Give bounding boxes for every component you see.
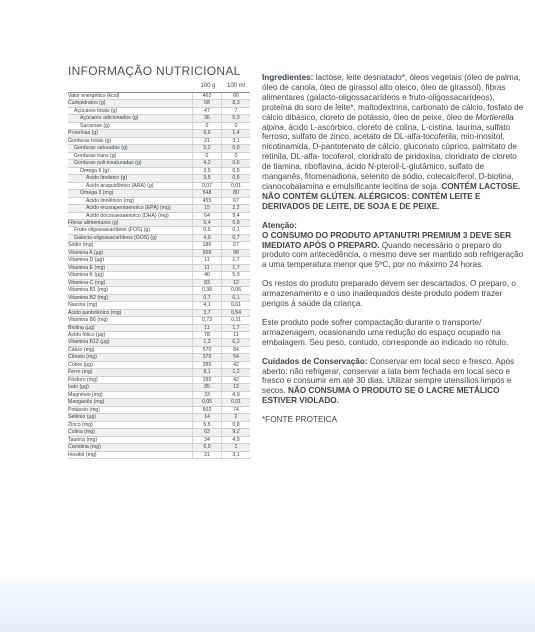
row-value-100g: 285: [192, 377, 221, 383]
row-label: Manganês (mg): [68, 399, 105, 406]
row-value-100ml: 12: [221, 280, 250, 286]
row-value-100g: 668: [192, 250, 221, 256]
row-label: Carnitina (mg): [68, 444, 101, 451]
row-label: Taurina (mg): [68, 436, 98, 443]
row-label: Potássio (mg): [68, 406, 100, 413]
row-value-100ml: 80: [221, 190, 250, 196]
row-value-100ml: 9,4: [221, 213, 250, 219]
row-label: Ômega 3 (mg): [80, 190, 114, 197]
row-value-100g: 78: [192, 332, 221, 338]
row-label: Inositol (mg): [68, 451, 97, 458]
row-value-100g: 4,9: [192, 235, 221, 241]
row-label: Sódio (mg): [68, 242, 94, 249]
row-label: Vitamina C (mg): [68, 279, 106, 286]
table-row: [68, 444, 250, 451]
table-row: [68, 153, 250, 160]
row-label: Vitamina B2 (mg): [68, 294, 108, 301]
row-value-100ml: 0,54: [221, 310, 250, 316]
row-value-100g: 5,5: [192, 422, 221, 428]
row-value-100g: 0,07: [192, 183, 221, 189]
table-row: [68, 123, 250, 130]
table-row: [68, 265, 250, 272]
ingredients-label: Ingredientes:: [262, 73, 314, 82]
row-value-100ml: 4,9: [221, 392, 250, 398]
row-value-100ml: 8,3: [221, 100, 250, 106]
row-value-100ml: 5,9: [221, 272, 250, 278]
row-value-100g: 3,5: [192, 168, 221, 174]
row-value-100ml: 98: [221, 250, 250, 256]
row-value-100ml: 42: [221, 377, 250, 383]
table-row: [68, 138, 250, 145]
row-value-100g: 11: [192, 325, 221, 331]
row-value-100ml: 0: [221, 153, 250, 159]
row-value-100g: 1,3: [192, 339, 221, 345]
row-value-100ml: 13: [221, 384, 250, 390]
row-label: Ômega 6 (g): [80, 167, 110, 174]
row-value-100g: 0: [192, 153, 221, 159]
table-row: [68, 280, 250, 287]
row-value-100ml: 0,6: [221, 160, 250, 166]
row-value-100ml: 3,1: [221, 452, 250, 458]
row-label: Gorduras poli-insaturadas (g): [74, 160, 142, 167]
row-value-100g: 5,2: [192, 145, 221, 151]
nutrition-title: INFORMAÇÃO NUTRICIONAL: [68, 64, 241, 78]
table-row: [68, 407, 250, 414]
table-row: [68, 295, 250, 302]
row-value-100ml: 0,5: [221, 175, 250, 181]
row-value-100g: 21: [192, 452, 221, 458]
table-row: [68, 347, 250, 354]
table-row: [68, 168, 250, 175]
row-label: Vitamina B6 (mg): [68, 317, 108, 324]
row-label: Vitamina B1 (mg): [68, 287, 108, 294]
row-value-100ml: 1,7: [221, 257, 250, 263]
row-label: Selênio (µg): [68, 414, 97, 421]
row-label: Ácido docosaexaenoico (DHA) (mg): [86, 212, 169, 219]
table-row: [68, 108, 250, 115]
row-label: Colina (mg): [68, 429, 95, 436]
row-value-100g: 0: [192, 123, 221, 129]
row-value-100ml: 1,7: [221, 325, 250, 331]
row-value-100ml: 0,8: [221, 422, 250, 428]
row-value-100ml: 0,2: [221, 339, 250, 345]
row-value-100g: 462: [192, 93, 221, 99]
row-value-100ml: 1,2: [221, 369, 250, 375]
row-value-100ml: 67: [221, 198, 250, 204]
row-value-100ml: 0,8: [221, 145, 250, 151]
row-value-100ml: 84: [221, 347, 250, 353]
table-row: [68, 310, 250, 317]
table-row: [68, 354, 250, 361]
row-value-100ml: 3,1: [221, 138, 250, 144]
row-value-100ml: 0,8: [221, 220, 250, 226]
table-row: [68, 422, 250, 429]
header-100ml: 100 ml: [226, 83, 245, 89]
table-row: [68, 362, 250, 369]
row-value-100g: 4,1: [192, 302, 221, 308]
storage-bold: NÃO CONSUMA O PRODUTO SE O LACRE METÁLICO ESTIVER VIOLADO.: [262, 386, 500, 406]
row-value-100g: 4,2: [192, 160, 221, 166]
row-label: Ácido linoleico (g): [86, 175, 127, 182]
table-row: [68, 198, 250, 205]
row-label: Ferro (mg): [68, 369, 93, 376]
row-value-100g: 370: [192, 354, 221, 360]
row-label: Ácido fólico (µg): [68, 332, 106, 338]
table-header: [68, 83, 250, 93]
row-label: Vitamina B12 (µg): [68, 339, 110, 346]
table-row: [68, 399, 250, 406]
row-label: Sacarose (g): [80, 122, 110, 129]
row-value-100g: 186: [192, 242, 221, 248]
row-label: Biotina (µg): [68, 324, 95, 331]
row-label: Cobre (µg): [68, 361, 93, 368]
row-value-100g: 6,9: [192, 444, 221, 450]
row-value-100g: 502: [192, 407, 221, 413]
ingredients-italic: Mortierella alpina: [262, 112, 514, 132]
row-value-100ml: 9,2: [221, 429, 250, 435]
row-value-100ml: 5,3: [221, 115, 250, 121]
table-row: [68, 325, 250, 332]
table-row: [68, 332, 250, 339]
row-value-100ml: 1: [221, 444, 250, 450]
row-value-100ml: 54: [221, 354, 250, 360]
row-value-100g: 5,4: [192, 220, 221, 226]
ingredients-text-a: lactose, leite desnatado*, óleos vegetais (óleo de palma, óleo de canola, óleo de girassol alto oleico, óleo de girassol), fibras alimentares (galacto-oligossacarídeos e fruto-oligossacarídeos), proteína do soro de leite*, maltodextrina, carbonato de cálcio, fosfato de cálcio dibásico, cloreto de potássio, óleo de peixe, óleo de: [262, 73, 524, 122]
row-value-100g: 455: [192, 198, 221, 204]
row-label: Fruto-oligossacarídeos (FOS) (g): [74, 227, 151, 234]
ingredients-allergens: CONTÉM LACTOSE. NÃO CONTÉM GLÚTEN. ALÉRGICOS: CONTÉM LEITE E DERIVADOS DE LEITE, DE SOJA E DE PEIXE.: [262, 181, 521, 211]
ingredients-text-b: , ácido L-ascórbico, cloreto de colina, L-cistina, taurina, sulfato ferroso, sulfato de zinco, acetato de DL-alfa-tocoferila, mio-inositol, nicotinamida, D-pantotenato de cálcio, gluconato cúprico, palmitato de retinila, DL-alfa- tocoferol, cloridrato de piridoxina, cloridrato de cloreto de tiamina, riboflavina, ácido N-pteroil-L-glutâmico, sulfato de manganês, fitomenadiona, selenito de sódio, colecalciferol, D-biotina, cianocobalamina e emulsificante lecitina de soja.: [262, 122, 517, 191]
row-value-100g: 21: [192, 138, 221, 144]
row-value-100g: 285: [192, 362, 221, 368]
row-value-100g: 11: [192, 257, 221, 263]
ingredients-paragraph: [262, 73, 524, 212]
row-value-100g: 0,38: [192, 287, 221, 293]
row-value-100g: 8,1: [192, 369, 221, 375]
table-row: [68, 392, 250, 399]
row-label: Galacto-oligossacarídeos (GOS) (g): [74, 234, 157, 241]
row-value-100g: 85: [192, 384, 221, 390]
row-value-100ml: 0,11: [221, 317, 250, 323]
row-value-100ml: 0,5: [221, 168, 250, 174]
storage-paragraph: [262, 357, 524, 407]
attention-text: Quando necessário o preparo do produto com antecedência, o mesmo deve ser mantido sob refrigeração a uma temperatura menor que 5ºC, por no máximo 24 horas.: [262, 240, 524, 270]
table-row: [68, 183, 250, 190]
attention-paragraph: [262, 231, 524, 271]
row-value-100ml: 0,7: [221, 235, 250, 241]
row-label: Vitamina K (µg): [68, 272, 104, 279]
row-value-100g: 34: [192, 437, 221, 443]
row-label: Cálcio (mg): [68, 346, 95, 353]
table-row: [68, 429, 250, 436]
table-row: [68, 369, 250, 376]
row-value-100g: 15: [192, 205, 221, 211]
row-value-100g: 47: [192, 108, 221, 114]
table-row: [68, 235, 250, 242]
row-value-100g: 63: [192, 429, 221, 435]
table-row: [68, 437, 250, 444]
row-label: Valor energético (kcal): [68, 93, 120, 99]
row-value-100g: 0,05: [192, 399, 221, 405]
table-row: [68, 384, 250, 391]
attention-heading: Atenção:: [262, 220, 298, 230]
compaction-text: Este produto pode sofrer compactação durante o transporte/ armazenagem, ocasionando uma redução do espaço ocupado na embalagem. Seu peso, contudo, corresponde ao indicado no rótulo.: [262, 317, 509, 347]
row-value-100ml: 0,1: [221, 227, 250, 233]
row-value-100g: 64: [192, 213, 221, 219]
table-row: [68, 339, 250, 346]
row-value-100g: 40: [192, 272, 221, 278]
bottom-band: [0, 580, 535, 632]
table-row: [68, 250, 250, 257]
table-row: [68, 115, 250, 122]
table-row: [68, 213, 250, 220]
row-value-100ml: 0,01: [221, 399, 250, 405]
row-label: Açúcares totais (g): [74, 107, 118, 114]
table-row: [68, 227, 250, 234]
row-label: Vitamina E (mg): [68, 264, 106, 271]
table-row: [68, 190, 250, 197]
row-value-100g: 0,7: [192, 295, 221, 301]
row-label: Cloreto (mg): [68, 354, 97, 361]
table-row: [68, 317, 250, 324]
row-value-100ml: 1,4: [221, 130, 250, 136]
row-value-100ml: 4,9: [221, 437, 250, 443]
row-label: Niacina (mg): [68, 302, 98, 309]
row-value-100g: 36: [192, 115, 221, 121]
row-value-100ml: 0,06: [221, 287, 250, 293]
row-label: Ácido linolênico (mg): [86, 197, 135, 204]
row-value-100g: 548: [192, 190, 221, 196]
row-value-100g: 0,5: [192, 227, 221, 233]
table-row: [68, 302, 250, 309]
row-label: Fibras alimentares (g): [68, 219, 119, 226]
storage-label: Cuidados de Conservação:: [262, 356, 368, 366]
header-label: [68, 83, 194, 92]
row-label: Ácido pantotênico (mg): [68, 309, 122, 316]
row-label: Vitamina D (µg): [68, 257, 105, 264]
row-value-100g: 3,7: [192, 310, 221, 316]
table-row: [68, 205, 250, 212]
row-value-100ml: 1,7: [221, 265, 250, 271]
row-label: Açúcares adicionados (g): [80, 115, 139, 122]
row-label: Fósforo (mg): [68, 376, 98, 383]
row-value-100ml: 74: [221, 407, 250, 413]
row-value-100ml: 27: [221, 242, 250, 248]
table-row: [68, 272, 250, 279]
nutrition-table: [68, 83, 250, 459]
table-body: [68, 93, 250, 459]
table-row: [68, 257, 250, 264]
row-label: Gorduras saturadas (g): [74, 145, 128, 152]
table-row: [68, 93, 250, 100]
table-row: [68, 287, 250, 294]
row-value-100g: 9,6: [192, 130, 221, 136]
header-100g: 100 g: [200, 83, 216, 89]
row-value-100ml: 0,1: [221, 295, 250, 301]
row-value-100ml: 0,01: [221, 183, 250, 189]
row-label: Ácido araquidônico (ARA) (g): [86, 182, 154, 189]
row-value-100ml: 0: [221, 123, 250, 129]
row-value-100ml: 2: [221, 414, 250, 420]
row-value-100ml: 66: [221, 93, 250, 99]
row-label: Proteínas (g): [68, 130, 98, 137]
row-label: Gorduras totais (g): [68, 137, 112, 144]
table-row: [68, 175, 250, 182]
row-value-100g: 3,5: [192, 175, 221, 181]
table-row: [68, 100, 250, 107]
table-row: [68, 130, 250, 137]
table-row: [68, 242, 250, 249]
row-value-100g: 570: [192, 347, 221, 353]
row-value-100g: 33: [192, 392, 221, 398]
row-label: Iodo (µg): [68, 384, 89, 391]
row-value-100ml: 42: [221, 362, 250, 368]
row-label: Magnésio (mg): [68, 391, 103, 398]
table-row: [68, 377, 250, 384]
row-value-100ml: 11: [221, 332, 250, 338]
row-value-100ml: 2,2: [221, 205, 250, 211]
row-value-100g: 11: [192, 265, 221, 271]
attention-bold: O CONSUMO DO PRODUTO APTANUTRI PREMIUM 3 DEVE SER IMEDIATO APÓS O PREPARO.: [262, 230, 512, 250]
row-label: Vitamina A (µg): [68, 249, 104, 256]
row-value-100ml: 0,61: [221, 302, 250, 308]
storage-text: Conservar em local seco e fresco. Após aberto: não refrigerar, conservar a lata bem fechada em local seco e fresco e consumir em até 30 dias. Utilizar sempre utensílios limpos e secos.: [262, 356, 515, 396]
row-value-100g: 83: [192, 280, 221, 286]
row-value-100g: 14: [192, 414, 221, 420]
attention-rest: Os restos do produto preparado devem ser descartados. O preparo, o armazenamento e o uso inadequados deste produto podem trazer perigos à saúde da criança.: [262, 279, 516, 309]
footnote: *FONTE PROTEICA: [262, 415, 338, 425]
table-row: [68, 220, 250, 227]
table-row: [68, 160, 250, 167]
row-label: Gorduras trans (g): [74, 152, 117, 159]
table-row: [68, 414, 250, 421]
row-label: Ácido eicosapentaenoico (EPA) (mg): [86, 205, 171, 212]
table-row: [68, 145, 250, 152]
label-text: [262, 73, 524, 425]
row-value-100g: 0,73: [192, 317, 221, 323]
row-value-100g: 58: [192, 100, 221, 106]
row-label: Carboidratos (g): [68, 100, 106, 107]
table-row: [68, 452, 250, 459]
row-label: Zinco (mg): [68, 421, 93, 428]
row-value-100ml: 7: [221, 108, 250, 114]
